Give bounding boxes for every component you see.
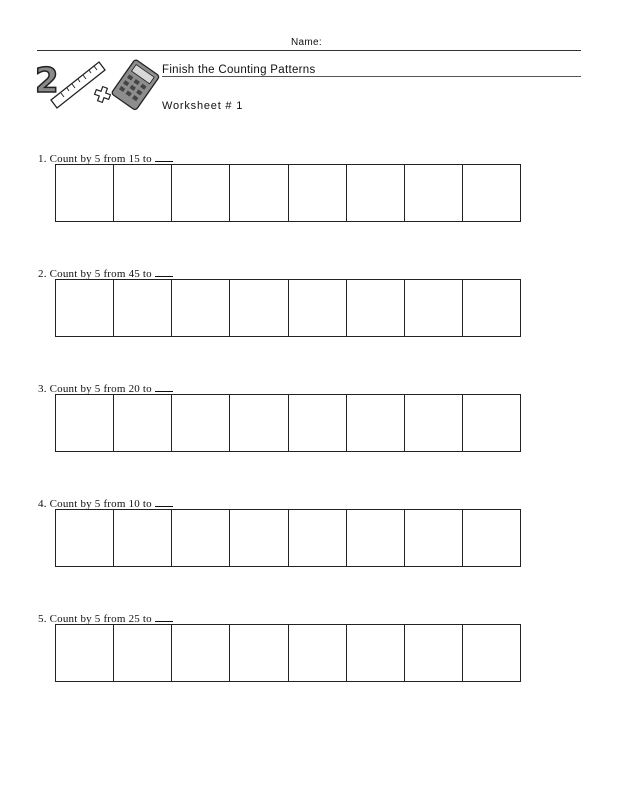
answer-box[interactable]	[114, 510, 172, 566]
answer-box[interactable]	[56, 280, 114, 336]
question-2	[38, 267, 558, 339]
answer-boxes	[55, 279, 521, 337]
answer-box[interactable]	[289, 625, 347, 681]
answer-box[interactable]	[230, 165, 288, 221]
answer-boxes	[55, 164, 521, 222]
title-underline	[162, 76, 581, 77]
answer-box[interactable]	[463, 510, 520, 566]
svg-text:2: 2	[35, 61, 59, 101]
answer-box[interactable]	[347, 625, 405, 681]
plus-icon	[93, 85, 112, 104]
answer-blank	[155, 382, 173, 392]
answer-box[interactable]	[463, 165, 520, 221]
answer-box[interactable]	[463, 280, 520, 336]
answer-box[interactable]	[172, 395, 230, 451]
question-5	[38, 612, 558, 684]
question-label: 5. Count by 5 from 25 to	[38, 612, 173, 625]
number-two-icon	[35, 61, 59, 101]
answer-box[interactable]	[463, 395, 520, 451]
answer-blank	[155, 267, 173, 277]
answer-boxes	[55, 509, 521, 567]
answer-boxes	[55, 624, 521, 682]
worksheet-title: Finish the Counting Patterns	[162, 64, 316, 76]
answer-box[interactable]	[172, 510, 230, 566]
answer-box[interactable]	[114, 395, 172, 451]
answer-box[interactable]	[405, 625, 463, 681]
calculator-icon	[111, 59, 160, 111]
question-4	[38, 497, 558, 569]
answer-blank	[155, 152, 173, 162]
answer-box[interactable]	[463, 625, 520, 681]
answer-box[interactable]	[289, 510, 347, 566]
name-line[interactable]	[37, 50, 581, 51]
answer-box[interactable]	[289, 280, 347, 336]
question-label: 1. Count by 5 from 15 to	[38, 152, 173, 165]
answer-boxes	[55, 394, 521, 452]
question-1	[38, 152, 558, 224]
question-3	[38, 382, 558, 454]
answer-box[interactable]	[230, 395, 288, 451]
worksheet-number: Worksheet # 1	[162, 100, 244, 112]
answer-box[interactable]	[289, 395, 347, 451]
answer-box[interactable]	[172, 165, 230, 221]
name-label: Name:	[291, 37, 322, 48]
answer-box[interactable]	[114, 625, 172, 681]
answer-box[interactable]	[405, 165, 463, 221]
answer-blank	[155, 612, 173, 622]
question-label: 2. Count by 5 from 45 to	[38, 267, 173, 280]
answer-blank	[155, 497, 173, 507]
answer-box[interactable]	[56, 395, 114, 451]
answer-box[interactable]	[56, 510, 114, 566]
answer-box[interactable]	[347, 280, 405, 336]
ruler-icon	[51, 62, 105, 108]
answer-box[interactable]	[230, 510, 288, 566]
answer-box[interactable]	[114, 280, 172, 336]
answer-box[interactable]	[347, 510, 405, 566]
answer-box[interactable]	[347, 165, 405, 221]
answer-box[interactable]	[172, 280, 230, 336]
answer-box[interactable]	[289, 165, 347, 221]
answer-box[interactable]	[230, 625, 288, 681]
answer-box[interactable]	[347, 395, 405, 451]
answer-box[interactable]	[405, 395, 463, 451]
question-label: 3. Count by 5 from 20 to	[38, 382, 173, 395]
answer-box[interactable]	[56, 625, 114, 681]
answer-box[interactable]	[405, 510, 463, 566]
answer-box[interactable]	[114, 165, 172, 221]
answer-box[interactable]	[172, 625, 230, 681]
worksheet-logo	[33, 56, 163, 116]
answer-box[interactable]	[230, 280, 288, 336]
question-label: 4. Count by 5 from 10 to	[38, 497, 173, 510]
answer-box[interactable]	[405, 280, 463, 336]
answer-box[interactable]	[56, 165, 114, 221]
